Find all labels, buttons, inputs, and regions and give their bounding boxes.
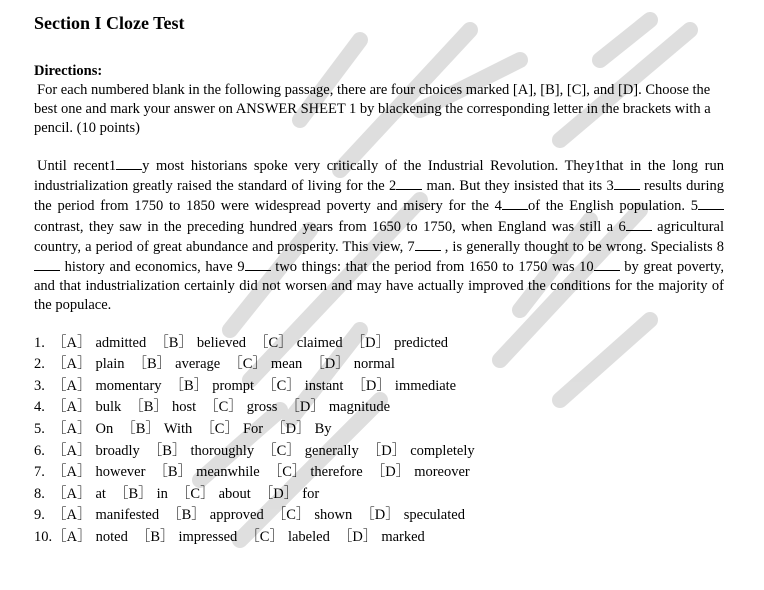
question-options-row (34, 441, 724, 463)
option-text: impressed (178, 528, 238, 545)
option-letter: ［B］ (129, 399, 168, 416)
option-letter: ［B］ (121, 421, 160, 437)
option-letter: ［B］ (135, 528, 175, 545)
option-letter: ［D］ (258, 485, 299, 502)
answer-blank (594, 257, 620, 271)
question-number: 2. (34, 356, 45, 373)
option-text: approved (209, 507, 264, 524)
answer-options-list (34, 333, 724, 549)
option-text: marked (381, 528, 425, 545)
answer-blank (34, 257, 60, 271)
option-choice (351, 335, 448, 351)
option-text: gross (246, 399, 278, 416)
option-choice (272, 507, 353, 523)
option-letter: ［D］ (337, 528, 378, 545)
option-text: labeled (287, 528, 330, 545)
option-choice (200, 421, 263, 437)
option-choice (52, 378, 162, 394)
question-options-row (34, 354, 724, 376)
option-text: On (95, 421, 114, 437)
passage-text: Until recent1 (37, 158, 117, 174)
option-letter: ［D］ (285, 399, 325, 416)
option-text: admitted (95, 334, 147, 351)
passage-text: history and economics, have 9 (60, 259, 245, 276)
option-letter: ［B］ (154, 334, 193, 351)
option-text: With (163, 421, 193, 437)
question-options-row (34, 333, 724, 355)
answer-blank (698, 196, 724, 210)
option-text: immediate (394, 377, 457, 394)
option-letter: ［A］ (52, 334, 92, 351)
option-choice (259, 486, 319, 502)
passage-text: of the English population. 5 (527, 198, 698, 215)
question-number: 1. (34, 334, 45, 351)
option-letter: ［D］ (366, 442, 407, 459)
option-choice (52, 335, 146, 351)
option-letter: ［D］ (271, 421, 311, 437)
option-choice (52, 464, 145, 480)
option-text: By (314, 421, 332, 437)
option-text: noted (95, 528, 128, 545)
option-choice (367, 443, 475, 459)
option-letter: ［A］ (52, 464, 92, 481)
option-letter: ［A］ (52, 507, 92, 524)
option-text: claimed (296, 334, 343, 351)
option-letter: ［D］ (370, 464, 411, 481)
answer-blank (614, 176, 640, 190)
passage-text: results during the period from 1750 to 1850 were widespread poverty and misery for the 4 (34, 178, 724, 215)
option-text: plain (95, 356, 125, 373)
option-choice (52, 507, 159, 523)
question-options-row (34, 462, 724, 484)
option-text: For (242, 421, 264, 437)
answer-blank (415, 237, 441, 251)
option-choice (52, 486, 106, 502)
option-choice (52, 529, 128, 545)
option-choice (52, 421, 113, 437)
question-number: 9. (34, 507, 45, 524)
option-letter: ［A］ (52, 399, 92, 416)
option-letter: ［D］ (310, 356, 350, 373)
option-text: at (95, 485, 106, 502)
option-letter: ［C］ (228, 356, 267, 373)
passage-text: two things: that the period from 1650 to 1750 was 10 (270, 259, 594, 276)
option-letter: ［B］ (113, 485, 153, 502)
option-letter: ［C］ (262, 442, 301, 459)
option-text: about (218, 485, 251, 502)
passage-text: by great poverty, and that industrialization certainly did not worsen and may have actually improved the conditions for the majority of the populace. (34, 259, 724, 314)
option-choice (167, 507, 264, 523)
option-choice (262, 443, 359, 459)
option-text: generally (304, 442, 359, 459)
answer-blank (502, 196, 528, 210)
option-choice (170, 378, 255, 394)
option-choice (136, 529, 237, 545)
answer-blank (626, 217, 652, 231)
passage-text: y most historians spoke very critically of the Industrial Revolution. They1that in the long run industrialization greatly raised the standard of living for the 2 (34, 158, 724, 195)
option-choice (254, 335, 343, 351)
option-text: host (171, 399, 197, 416)
option-text: instant (304, 377, 344, 394)
option-text: broadly (95, 442, 140, 459)
option-text: magnitude (328, 399, 391, 416)
option-letter: ［B］ (169, 377, 209, 394)
answer-blank (396, 176, 422, 190)
option-choice (371, 464, 470, 480)
option-choice (121, 421, 192, 437)
option-choice (52, 356, 124, 372)
option-text: thoroughly (190, 442, 255, 459)
option-letter: ［C］ (204, 399, 243, 416)
option-letter: ［C］ (245, 528, 284, 545)
question-number: 6. (34, 442, 45, 459)
option-text: normal (353, 356, 395, 373)
option-choice (268, 464, 363, 480)
question-number: 4. (34, 399, 45, 416)
question-options-row (34, 527, 724, 549)
option-choice (132, 356, 220, 372)
question-number: 5. (34, 421, 45, 437)
option-choice (52, 443, 140, 459)
option-text: in (156, 485, 168, 502)
option-letter: ［D］ (360, 507, 400, 524)
option-choice (338, 529, 425, 545)
option-letter: ［A］ (52, 377, 92, 394)
option-choice (360, 507, 465, 523)
option-text: believed (196, 334, 247, 351)
option-choice (129, 399, 196, 415)
option-letter: ［A］ (52, 442, 92, 459)
option-letter: ［C］ (254, 334, 293, 351)
option-choice (310, 356, 395, 372)
question-number: 3. (34, 377, 45, 394)
option-text: mean (270, 356, 303, 373)
option-letter: ［B］ (153, 464, 193, 481)
section-title: Section I Cloze Test (34, 13, 185, 33)
option-choice (262, 378, 343, 394)
option-choice (245, 529, 330, 545)
option-text: moreover (414, 464, 470, 481)
option-letter: ［D］ (351, 377, 391, 394)
question-options-row (34, 419, 724, 441)
option-text: prompt (212, 377, 255, 394)
option-text: shown (314, 507, 353, 524)
option-letter: ［C］ (262, 377, 301, 394)
option-letter: ［C］ (267, 464, 307, 481)
option-choice (271, 421, 331, 437)
option-text: however (95, 464, 146, 481)
option-choice (148, 443, 254, 459)
option-letter: ［B］ (147, 442, 187, 459)
option-text: manifested (95, 507, 160, 524)
option-text: momentary (95, 377, 162, 394)
option-choice (154, 335, 246, 351)
option-text: therefore (310, 464, 363, 481)
option-text: average (175, 356, 221, 373)
question-options-row (34, 376, 724, 398)
option-letter: ［C］ (175, 485, 215, 502)
option-choice (153, 464, 259, 480)
option-text: for (302, 485, 320, 502)
passage-text: contrast, they saw in the preceding hundred years from 1650 to 1750, when England was still a 6 (34, 218, 626, 235)
question-number: 10. (34, 528, 53, 545)
question-options-row (34, 484, 724, 506)
option-letter: ［C］ (200, 421, 239, 437)
option-letter: ［D］ (350, 334, 391, 351)
option-text: meanwhile (196, 464, 260, 481)
option-letter: ［A］ (52, 485, 92, 502)
option-letter: ［C］ (271, 507, 311, 524)
question-number: 8. (34, 485, 45, 502)
question-options-row (34, 505, 724, 527)
option-choice (228, 356, 302, 372)
option-text: speculated (403, 507, 465, 524)
option-letter: ［A］ (52, 528, 92, 545)
passage-text: man. But they insisted that its 3 (422, 178, 614, 195)
option-letter: ［B］ (132, 356, 172, 373)
answer-blank (116, 156, 142, 170)
question-number: 7. (34, 464, 45, 481)
question-options-row (34, 397, 724, 419)
option-choice (176, 486, 251, 502)
directions-text: For each numbered blank in the following passage, there are four choices marked [A], [B], [C], and [D]. Choose the best one and mark your answer on ANSWER SHEET 1 by blackening the corresponding letter in the brackets with a pencil. (10 points) (34, 82, 711, 136)
option-text: completely (410, 442, 475, 459)
option-choice (204, 399, 277, 415)
option-letter: ［A］ (52, 421, 92, 437)
directions-heading: Directions: (34, 63, 103, 79)
option-text: bulk (95, 399, 122, 416)
option-letter: ［B］ (167, 507, 206, 524)
option-choice (52, 399, 121, 415)
answer-blank (245, 257, 271, 271)
option-letter: ［A］ (52, 356, 92, 373)
passage-text: , is generally thought to be wrong. Specialists 8 (440, 238, 724, 255)
document-content (34, 12, 724, 549)
option-choice (351, 378, 456, 394)
option-choice (285, 399, 390, 415)
option-choice (114, 486, 168, 502)
passage-text: agricultural country, a period of great abundance and prosperity. This view, 7 (34, 218, 724, 255)
option-text: predicted (394, 334, 449, 351)
cloze-passage (34, 156, 724, 316)
